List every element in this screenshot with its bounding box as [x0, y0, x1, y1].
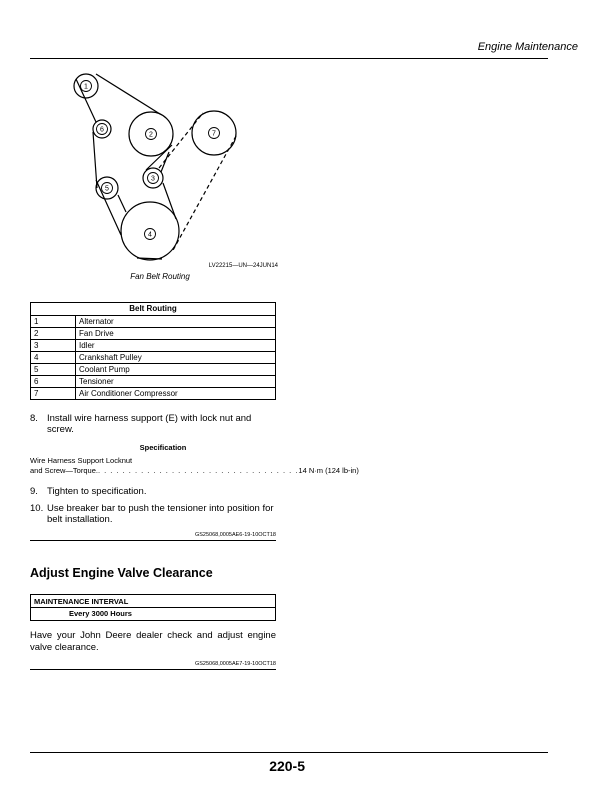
- spec-line-1: Wire Harness Support Locknut: [30, 456, 133, 465]
- pulley-label-2: 2: [149, 131, 153, 139]
- pulley-label-5: 5: [105, 185, 109, 193]
- step-number: 8.: [30, 413, 38, 424]
- row-number: 3: [31, 340, 76, 352]
- table-row: [31, 364, 276, 376]
- interval-rule: [31, 607, 275, 608]
- table-row: [31, 352, 276, 364]
- table-row: [31, 316, 276, 328]
- valve-clearance-paragraph: Have your John Deere dealer check and adjust engine valve clearance.: [30, 630, 276, 653]
- row-number: 1: [31, 316, 76, 328]
- spec-label: and Screw—Torque.: [30, 466, 98, 475]
- fan-belt-routing-diagram: [60, 70, 300, 270]
- table-row: [31, 340, 276, 352]
- row-number: 4: [31, 352, 76, 364]
- table-row: [31, 376, 276, 388]
- belt-table-title: Belt Routing: [31, 303, 276, 316]
- pulley-label-7: 7: [212, 130, 216, 138]
- step-10: [30, 503, 276, 525]
- code-rule-1: [30, 540, 276, 541]
- row-item: Air Conditioner Compressor: [76, 388, 276, 400]
- row-item: Coolant Pump: [76, 364, 276, 376]
- table-row: [31, 328, 276, 340]
- row-item: Tensioner: [76, 376, 276, 388]
- step-text: Install wire harness support (E) with lock nut and screw.: [47, 413, 252, 435]
- row-item: Crankshaft Pulley: [76, 352, 276, 364]
- step-number: 10.: [30, 503, 44, 514]
- row-number: 2: [31, 328, 76, 340]
- spec-value: 14 N·m (124 lb-in): [298, 466, 359, 475]
- row-number: 6: [31, 376, 76, 388]
- interval-frequency: Every 3000 Hours: [69, 609, 132, 618]
- step-number: 9.: [30, 486, 38, 497]
- row-number: 7: [31, 388, 76, 400]
- step-8: [30, 413, 276, 435]
- pulley-label-3: 3: [151, 175, 155, 183]
- doc-code-1: GS25068,0005AE6-19-10OCT18: [194, 532, 276, 538]
- pulley-label-1: 1: [84, 83, 88, 91]
- maintenance-interval-box: [30, 594, 276, 621]
- figure-code: LV22215—UN—24JUN14: [208, 263, 278, 269]
- step-text: Use breaker bar to push the tensioner into position for belt installation.: [47, 503, 274, 525]
- spec-leader-dots: . . . . . . . . . . . . . . . . . . . . . . . . . . . . . . . . .: [97, 466, 299, 475]
- step-9: [30, 486, 276, 497]
- step-text: Tighten to specification.: [47, 486, 147, 497]
- interval-title: MAINTENANCE INTERVAL: [34, 597, 129, 606]
- doc-code-2: GS25068,0005AE7-19-10OCT18: [194, 661, 276, 667]
- figure-caption: Fan Belt Routing: [130, 272, 190, 281]
- belt-routing-table: [30, 302, 276, 400]
- row-item: Fan Drive: [76, 328, 276, 340]
- spec-line-2: [30, 466, 359, 475]
- footer-rule: [30, 752, 548, 753]
- section-title: Adjust Engine Valve Clearance: [30, 566, 213, 580]
- row-number: 5: [31, 364, 76, 376]
- header-rule: [30, 58, 548, 59]
- pulley-label-6: 6: [100, 126, 104, 134]
- belt-main: [76, 74, 176, 259]
- page-number: 220-5: [269, 758, 305, 774]
- table-row: [31, 388, 276, 400]
- code-rule-2: [30, 669, 276, 670]
- row-item: Alternator: [76, 316, 276, 328]
- spec-title: Specification: [139, 443, 187, 452]
- pulley-label-4: 4: [148, 231, 152, 239]
- belt-ac: [159, 113, 236, 252]
- page-header-title: Engine Maintenance: [477, 41, 578, 53]
- row-item: Idler: [76, 340, 276, 352]
